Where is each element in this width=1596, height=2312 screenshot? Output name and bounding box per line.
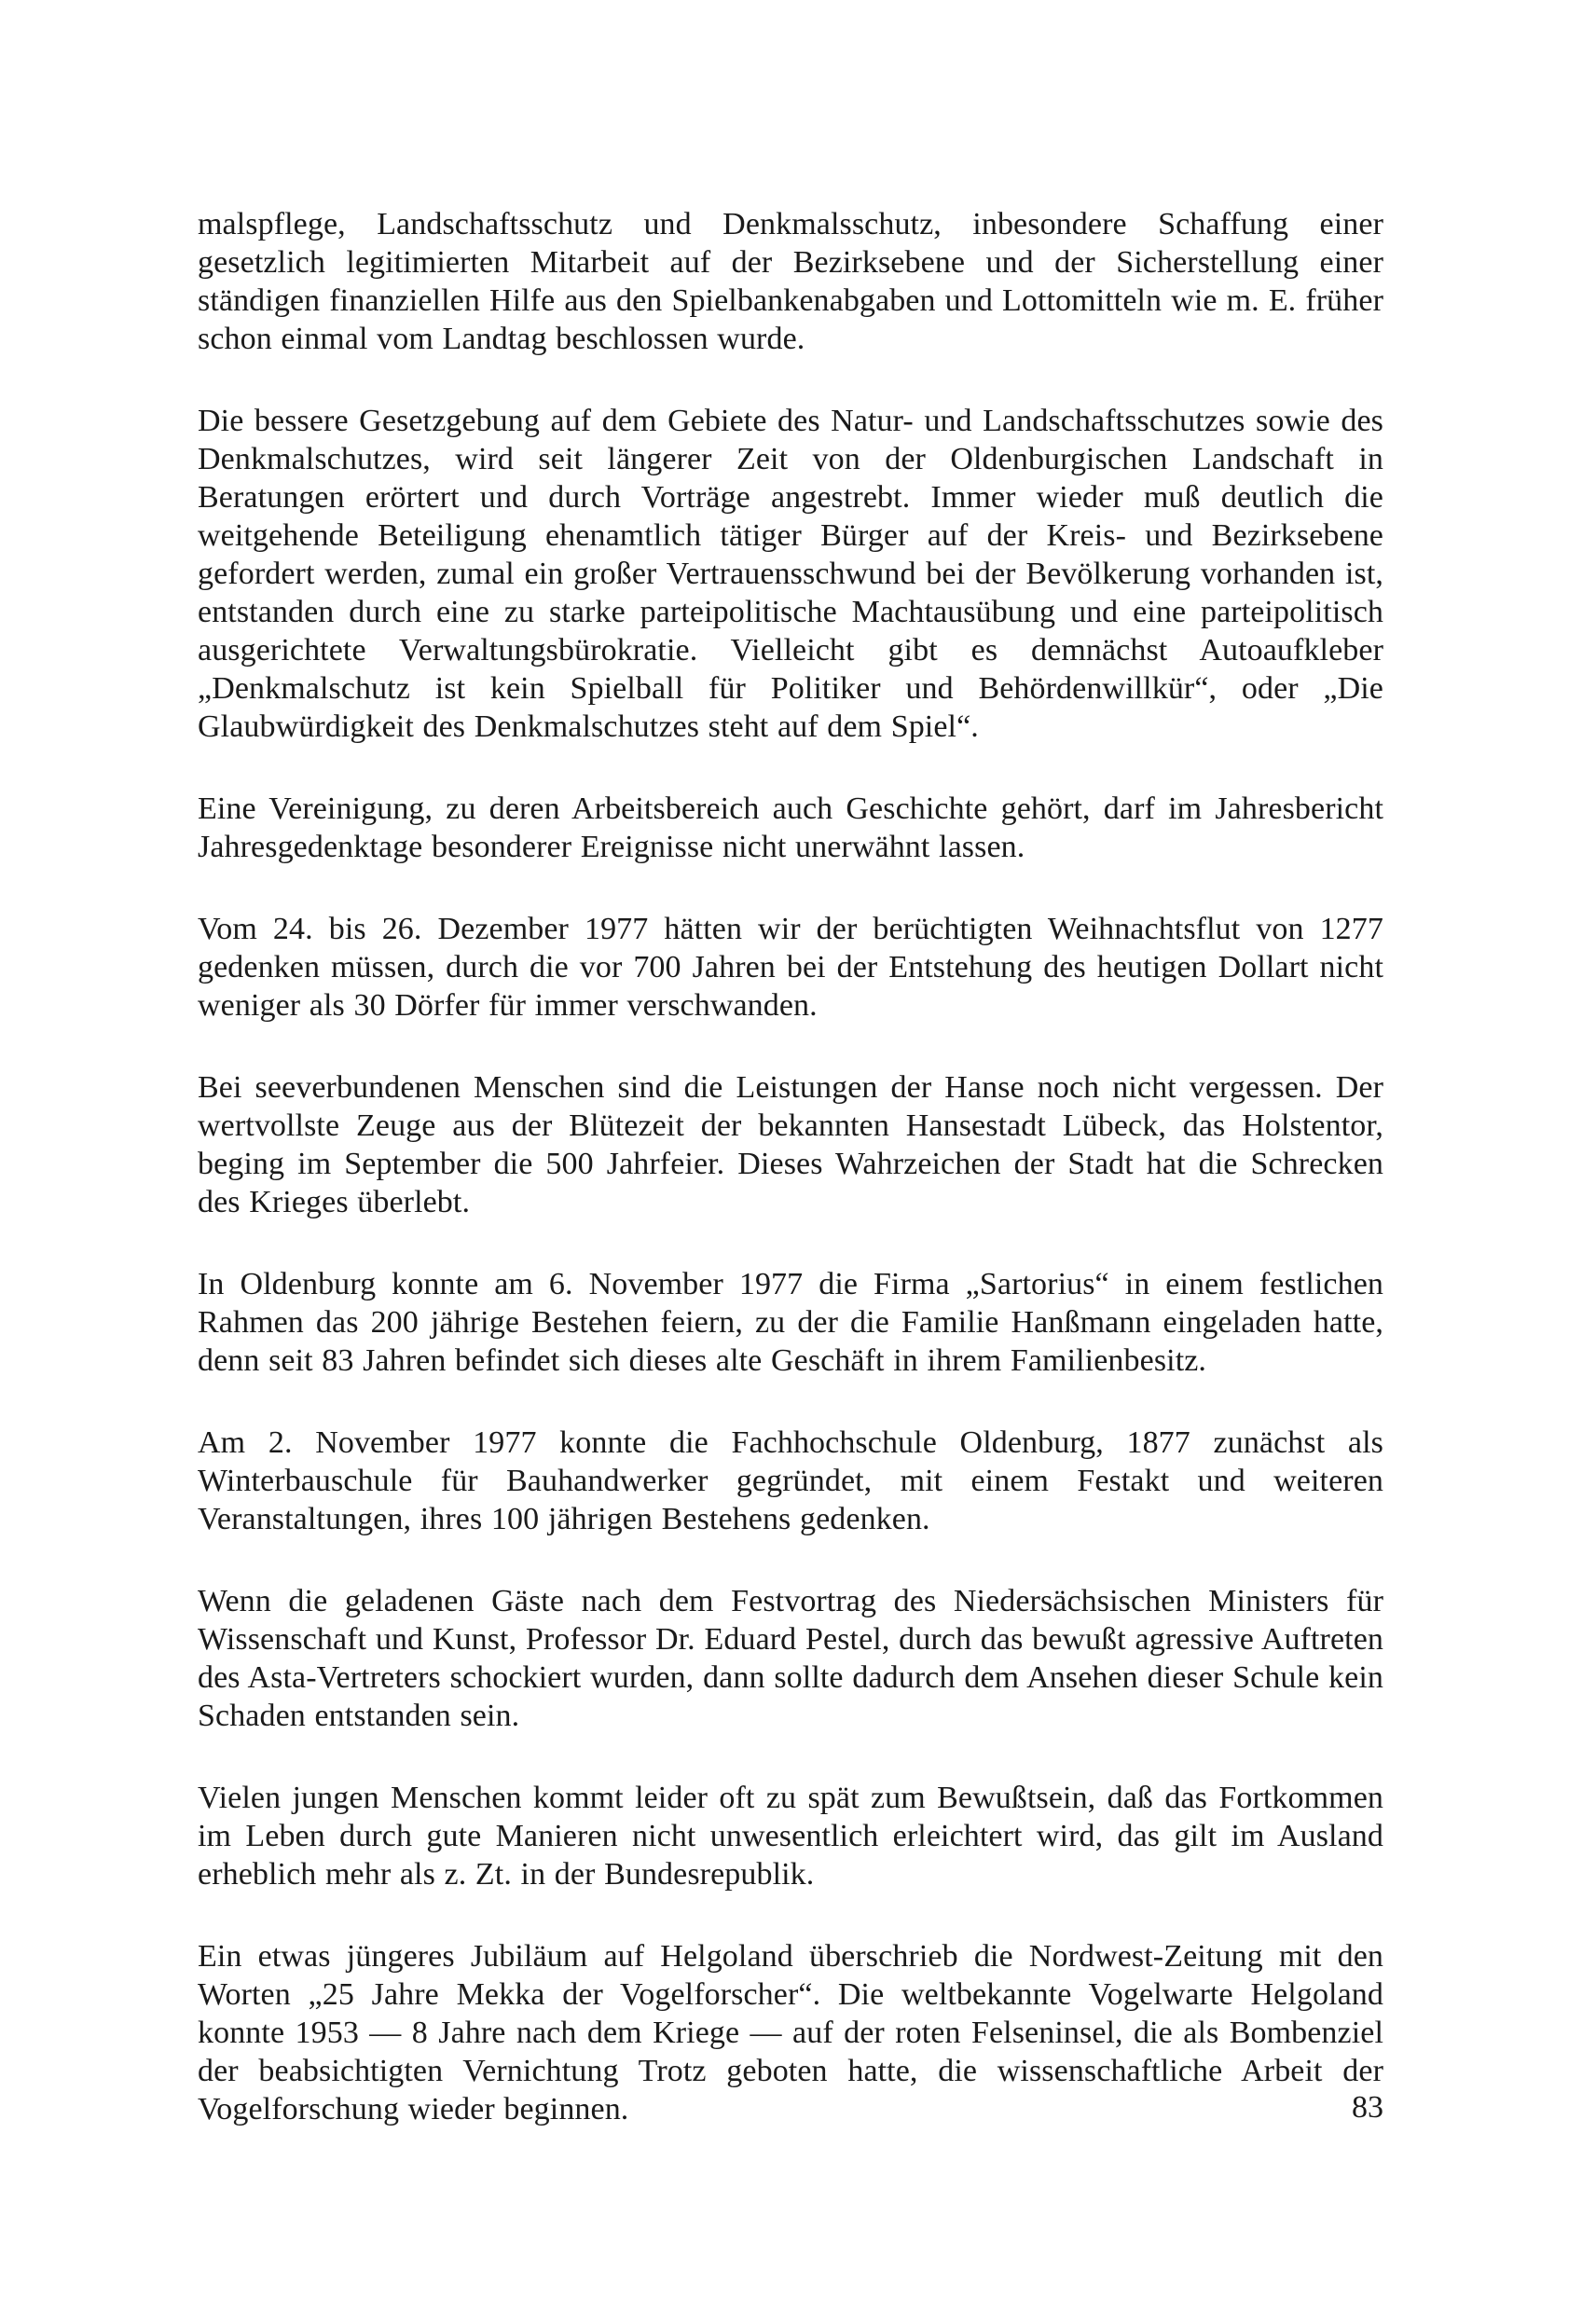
paragraph-5: Bei seeverbundenen Menschen sind die Leistungen der Hanse noch nicht vergessen. Der wertvollste Zeuge aus der Blütezeit der bekannten Hansestadt Lübeck, das Holstentor, beging im September die 500 Jahrfeier. Dieses Wahrzeichen der Stadt hat die Schrecken des Krieges überlebt. — [198, 1070, 1383, 1219]
paragraph-6: In Oldenburg konnte am 6. November 1977 die Firma „Sartorius“ in einem festlichen Rahmen das 200 jährige Bestehen feiern, zu der die Familie Hanßmann eingeladen hatte, denn seit 83 Jahren befindet sich dieses alte Geschäft in ihrem Familienbesitz. — [198, 1267, 1383, 1378]
document-page — [198, 205, 1383, 2172]
paragraph-3: Eine Vereinigung, zu deren Arbeitsbereich auch Geschichte gehört, darf im Jahresbericht Jahresgedenktage besonderer Ereignisse nicht unerwähnt lassen. — [198, 791, 1383, 864]
page-number: 83 — [1352, 2090, 1383, 2125]
paragraph-9: Vielen jungen Menschen kommt leider oft zu spät zum Bewußtsein, daß das Fortkommen im Leben durch gute Manieren nicht unwesentlich erleichtert wird, das gilt im Ausland erheblich mehr als z. Zt. in der Bundesrepublik. — [198, 1781, 1383, 1892]
paragraph-8: Wenn die geladenen Gäste nach dem Festvortrag des Niedersächsischen Ministers für Wissenschaft und Kunst, Professor Dr. Eduard Pestel, durch das bewußt agressive Auftreten des Asta-Vertreters schockiert wurden, dann sollte dadurch dem Ansehen dieser Schule kein Schaden entstanden sein. — [198, 1584, 1383, 1733]
paragraph-1: malspflege, Landschaftsschutz und Denkmalsschutz, inbesondere Schaffung einer gesetzlich legitimierten Mitarbeit auf der Bezirksebene und der Sicherstellung einer ständigen finanziellen Hilfe aus den Spielbankenabgaben und Lottomitteln wie m. E. früher schon einmal vom Landtag beschlossen wurde. — [198, 207, 1383, 356]
paragraph-4: Vom 24. bis 26. Dezember 1977 hätten wir der berüchtigten Weihnachtsflut von 1277 gedenken müssen, durch die vor 700 Jahren bei der Entstehung des heutigen Dollart nicht weniger als 30 Dörfer für immer verschwanden. — [198, 912, 1383, 1023]
paragraph-2: Die bessere Gesetzgebung auf dem Gebiete des Natur- und Landschaftsschutzes sowie des Denkmalschutzes, wird seit längerer Zeit von der Oldenburgischen Landschaft in Beratungen erörtert und durch Vorträge angestrebt. Immer wieder muß deutlich die weitgehende Beteiligung ehenamtlich tätiger Bürger auf der Kreis- und Bezirksebene gefordert werden, zumal ein großer Vertrauensschwund bei der Bevölkerung vorhanden ist, entstanden durch eine zu starke parteipolitische Machtausübung und eine parteipolitisch ausgerichtete Verwaltungsbürokratie. Vielleicht gibt es demnächst Autoaufkleber „Denkmalschutz ist kein Spielball für Politiker und Behördenwillkür“, oder „Die Glaubwürdigkeit des Denkmalschutzes steht auf dem Spiel“. — [198, 404, 1383, 744]
paragraph-7: Am 2. November 1977 konnte die Fachhochschule Oldenburg, 1877 zunächst als Winterbauschule für Bauhandwerker gegründet, mit einem Festakt und weiteren Veranstaltungen, ihres 100 jährigen Bestehens gedenken. — [198, 1425, 1383, 1536]
paragraph-10: Ein etwas jüngeres Jubiläum auf Helgoland überschrieb die Nordwest-Zeitung mit den Worten „25 Jahre Mekka der Vogelforscher“. Die weltbekannte Vogelwarte Helgoland konnte 1953 — 8 Jahre nach dem Kriege — auf der roten Felseninsel, die als Bombenziel der beabsichtigten Vernichtung Trotz geboten hatte, die wissenschaftliche Arbeit der Vogelforschung wieder beginnen. — [198, 1939, 1383, 2126]
